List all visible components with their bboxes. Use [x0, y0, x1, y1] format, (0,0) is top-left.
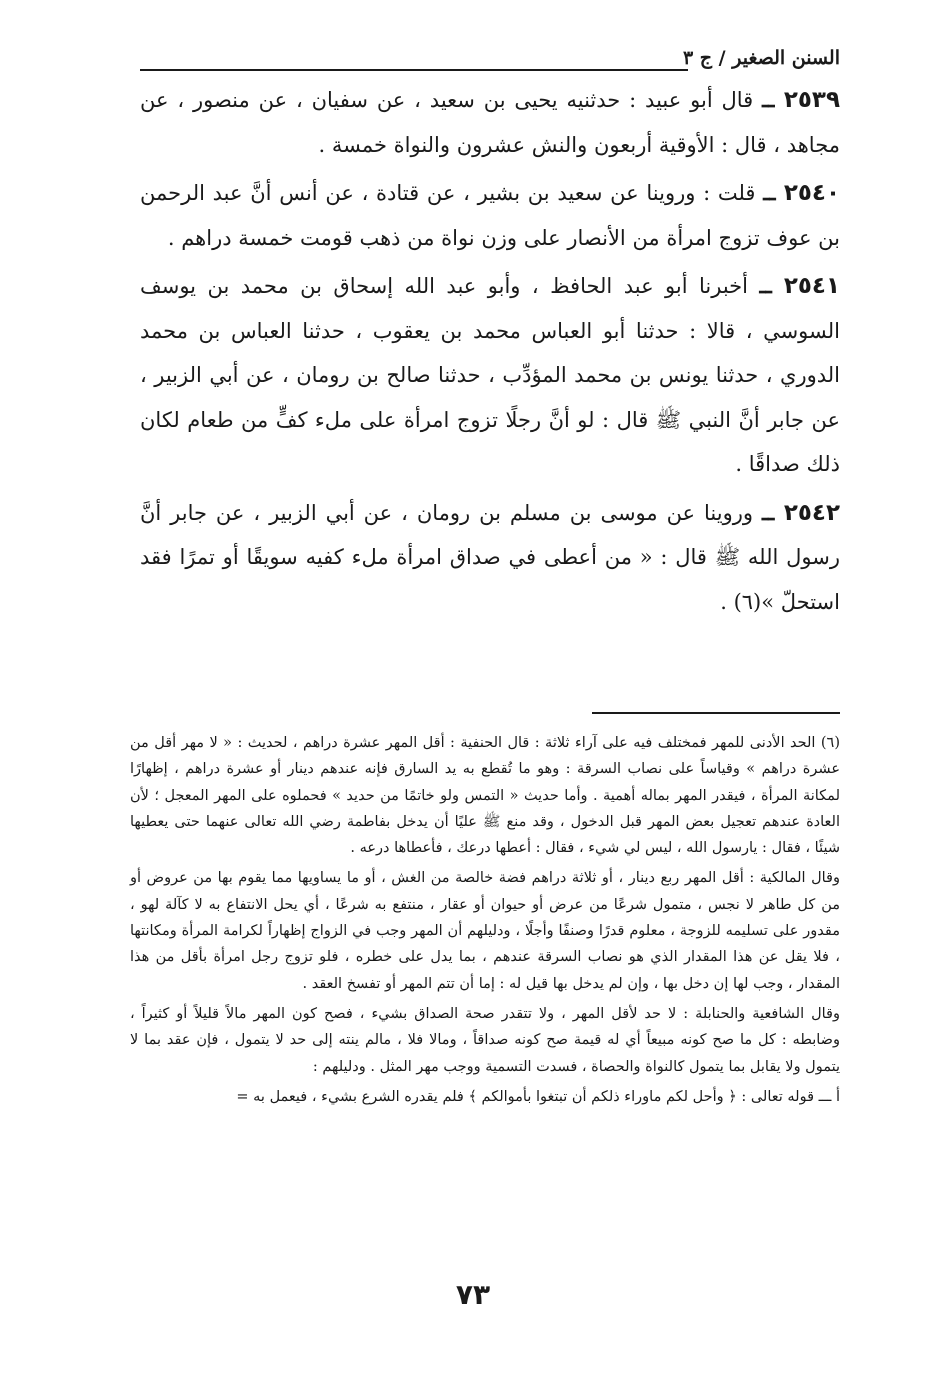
hadith-number: ٢٥٤٢: [783, 499, 840, 526]
hadith-text: أخبرنا أبو عبد الحافظ ، وأبو عبد الله إسحاق بن محمد بن يوسف السوسي ، قالا : حدثنا أبو العباس محمد بن يعقوب ، حدثنا العباس بن محمد الدوري ، حدثنا يونس بن محمد المؤدِّب ، حدثنا صالح بن رومان ، عن أبي الزبير ، عن جابر أنَّ النبي ﷺ قال : لو أنَّ رجلًا تزوج امرأة على ملء كفٍّ من طعام لكان ذلك صداقًا .: [140, 274, 840, 476]
footnote-paragraph: (٦) الحد الأدنى للمهر فمختلف فيه على آراء ثلاثة : قال الحنفية : أقل المهر عشرة دراهم ، لحديث : « لا مهر أقل من عشرة دراهم » وقياساً على نصاب السرقة : وهو ما تُقطع به يد السارق فإنه عندهم دينار أو عشرة دراهم ، إظهارًا لمكانة المرأة ، فيقدر المهر بماله أهمية . وأما حديث « التمس ولو خاتمًا من حديد » فحملوه على المهر المعجل ؛ لأن العادة عندهم تعجيل بعض المهر قبل الدخول ، وقد منع ﷺ عليًا أن يدخل بفاطمة رضي الله تعالى عنهما حتى يعطيها شيئًا ، فقال : يارسول الله ، ليس لي شيء ، فقال : أعطها درعك ، فأعطاها درعه .: [130, 735, 840, 857]
hadith-number: ٢٥٤٠: [783, 180, 840, 206]
hadith-entry: ٢٥٤١ ــ أخبرنا أبو عبد الحافظ ، وأبو عبد الله إسحاق بن محمد بن يوسف السوسي ، قالا : حدثنا أبو العباس محمد بن يعقوب ، حدثنا العباس بن محمد الدوري ، حدثنا يونس بن محمد المؤدِّب ، حدثنا صالح بن رومان ، عن أبي الزبير ، عن جابر أنَّ النبي ﷺ قال : لو أنَّ رجلًا تزوج امرأة على ملء كفٍّ من طعام لكان ذلك صداقًا .: [140, 273, 840, 476]
main-text: [140, 78, 840, 628]
hadith-entry: ٢٥٤٢ ــ وروينا عن موسى بن مسلم بن رومان ، عن أبي الزبير ، عن جابر أنَّ رسول الله ﷺ قال : « من أعطى في صداق امرأة ملء كفيه سويقًا أو تمرًا فقد استحلّ »(٦) .: [140, 499, 840, 614]
footnote-paragraph: وقال الشافعية والحنابلة : لا حد لأقل المهر ، ولا تتقدر صحة الصداق بشيء ، فصح كون المهر مالاً قليلاً أو كثيراً ، وضابطه : كل ما صح كونه مبيعاً أي له قيمة صح كونه صداقاً ، ومالا فلا ، مالم ينته إلى حد لا يتمول ، فإن عقد بما لا يتمول ولا يقابل بما يتمول كالنواة والحصاة ، فسدت التسمية ووجب مهر المثل . ودليلهم :: [130, 1005, 840, 1075]
hadith-text: قلت : وروينا عن سعيد بن بشير ، عن قتادة ، عن أنس أنَّ عبد الرحمن بن عوف تزوج امرأة من الأنصار على وزن نواة من ذهب قومت خمسة دراهم .: [140, 181, 840, 250]
header-title: السنن الصغير / ج ٣: [682, 47, 840, 69]
footnote-paragraph: وقال المالكية : أقل المهر ربع دينار ، أو ثلاثة دراهم فضة خالصة من الغش ، أو ما يساويها مما يقوم بها من عروض أو من كل طاهر لا نجس ، متمول شرعًا من عرض أو حيوان أو عقار ، منتفع به شرعًا ، أي يحل الانتفاع به لا كآلة لهو ، مقدور على تسليمه للزوجة ، معلوم قدرًا وصنفًا وأجلًا ، ودليلهم أن المهر وجب في الزواج إظهاراً لكرامة المرأة ومكانتها ، فلا يقل عن هذا المقدار الذي هو نصاب السرقة عندهم ، بما يدل على خطره ، فلو تزوج رجل امرأة بأقل من هذا المقدار ، وجب لها إن دخل بها ، وإن لم يدخل بها قيل له : إما أن تتم المهر أو تفسخ العقد .: [130, 870, 840, 992]
footnotes: [130, 730, 840, 1114]
footnote-separator: [592, 712, 840, 714]
hadith-text: قال أبو عبيد : حدثنيه يحيى بن سعيد ، عن سفيان ، عن منصور ، عن مجاهد ، قال : الأوقية أربعون والنش عشرون والنواة خمسة .: [140, 88, 840, 157]
hadith-number: ٢٥٤١: [783, 273, 840, 299]
hadith-entry: ٢٥٤٠ ــ قلت : وروينا عن سعيد بن بشير ، عن قتادة ، عن أنس أنَّ عبد الرحمن بن عوف تزوج امرأة من الأنصار على وزن نواة من ذهب قومت خمسة دراهم .: [140, 180, 840, 250]
header-rule: [140, 69, 688, 71]
hadith-text: وروينا عن موسى بن مسلم بن رومان ، عن أبي الزبير ، عن جابر أنَّ رسول الله ﷺ قال : « من أعطى في صداق امرأة ملء كفيه سويقًا أو تمرًا فقد استحلّ »(٦) .: [140, 500, 840, 614]
footnote-paragraph: أ ـــ قوله تعالى : ﴿ وأحل لكم ماوراء ذلكم أن تبتغوا بأموالكم ﴾ فلم يقدره الشرع بشيء ، فيعمل به =: [236, 1088, 840, 1105]
hadith-entry: ٢٥٣٩ ــ قال أبو عبيد : حدثنيه يحيى بن سعيد ، عن سفيان ، عن منصور ، عن مجاهد ، قال : الأوقية أربعون والنش عشرون والنواة خمسة .: [140, 87, 841, 157]
hadith-number: ٢٥٣٩: [783, 87, 841, 113]
page-number: ٧٣: [455, 1278, 491, 1311]
running-header: [140, 44, 840, 76]
